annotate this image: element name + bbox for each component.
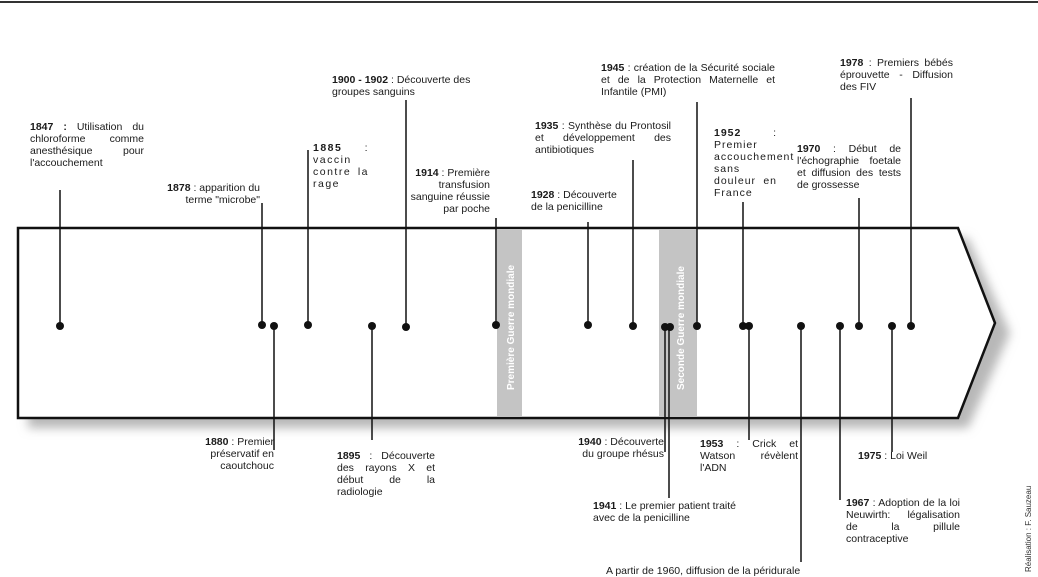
ww2-label: Seconde Guerre mondiale (676, 266, 687, 390)
event-1847: 1847 : Utilisation du chloroforme comme anesthésique pour l'accouchement (30, 121, 144, 169)
dot-1935 (629, 322, 637, 330)
event-1952: 1952 : Premier accouchement sans douleur en France (714, 127, 795, 199)
event-1940: 1940 : Découverte du groupe rhésus (578, 436, 664, 460)
event-1880: 1880 : Premier préservatif en caoutchouc (205, 436, 274, 472)
dot-1941 (666, 323, 674, 331)
dot-1945 (693, 322, 701, 330)
dot-1928 (584, 321, 592, 329)
dot-1900 (402, 323, 410, 331)
dot-1847 (56, 322, 64, 330)
dot-1978 (907, 322, 915, 330)
ww1-label: Première Guerre mondiale (506, 264, 517, 390)
dot-1880 (270, 322, 278, 330)
dot-1970 (855, 322, 863, 330)
event-1885: 1885 : vaccin contre la rage (313, 142, 369, 190)
dot-1878 (258, 321, 266, 329)
event-1953: 1953 : Crick et Watson révèlent l'ADN (700, 438, 798, 474)
event-1978: 1978 : Premiers bébés éprouvette - Diffusion des FIV (840, 57, 953, 93)
event-1914: 1914 : Première transfusion sanguine réussie par poche (410, 167, 490, 215)
dot-1885 (304, 321, 312, 329)
credit-text: Réalisation : F. Sauzeau (1024, 485, 1033, 572)
event-1967: 1967 : Adoption de la loi Neuwirth: légalisation de la pillule contraceptive (846, 497, 960, 545)
event-1935: 1935 : Synthèse du Prontosil et développement des antibiotiques (535, 120, 671, 156)
event-1970: 1970 : Début de l'échographie foetale et diffusion des tests de grossesse (797, 143, 901, 191)
dot-1914 (492, 321, 500, 329)
event-1878: 1878 : apparition du terme "microbe" (167, 182, 260, 206)
event-1945: 1945 : création de la Sécurité sociale et de la Protection Maternelle et Infantile (PMI) (601, 62, 775, 98)
dot-1960 (797, 322, 805, 330)
dot-1967 (836, 322, 844, 330)
event-1975: 1975 : Loi Weil (858, 450, 928, 462)
event-1928: 1928 : Découverte de la penicilline (531, 189, 617, 213)
dot-1975 (888, 322, 896, 330)
event-1895: 1895 : Découverte des rayons X et début de la radiologie (337, 450, 435, 498)
event-1960: A partir de 1960, diffusion de la péridurale (606, 565, 801, 577)
dot-1895 (368, 322, 376, 330)
event-1900: 1900 - 1902 : Découverte des groupes sanguins (332, 74, 471, 98)
event-1941: 1941 : Le premier patient traité avec de la penicilline (593, 500, 737, 524)
dot-1953 (745, 322, 753, 330)
